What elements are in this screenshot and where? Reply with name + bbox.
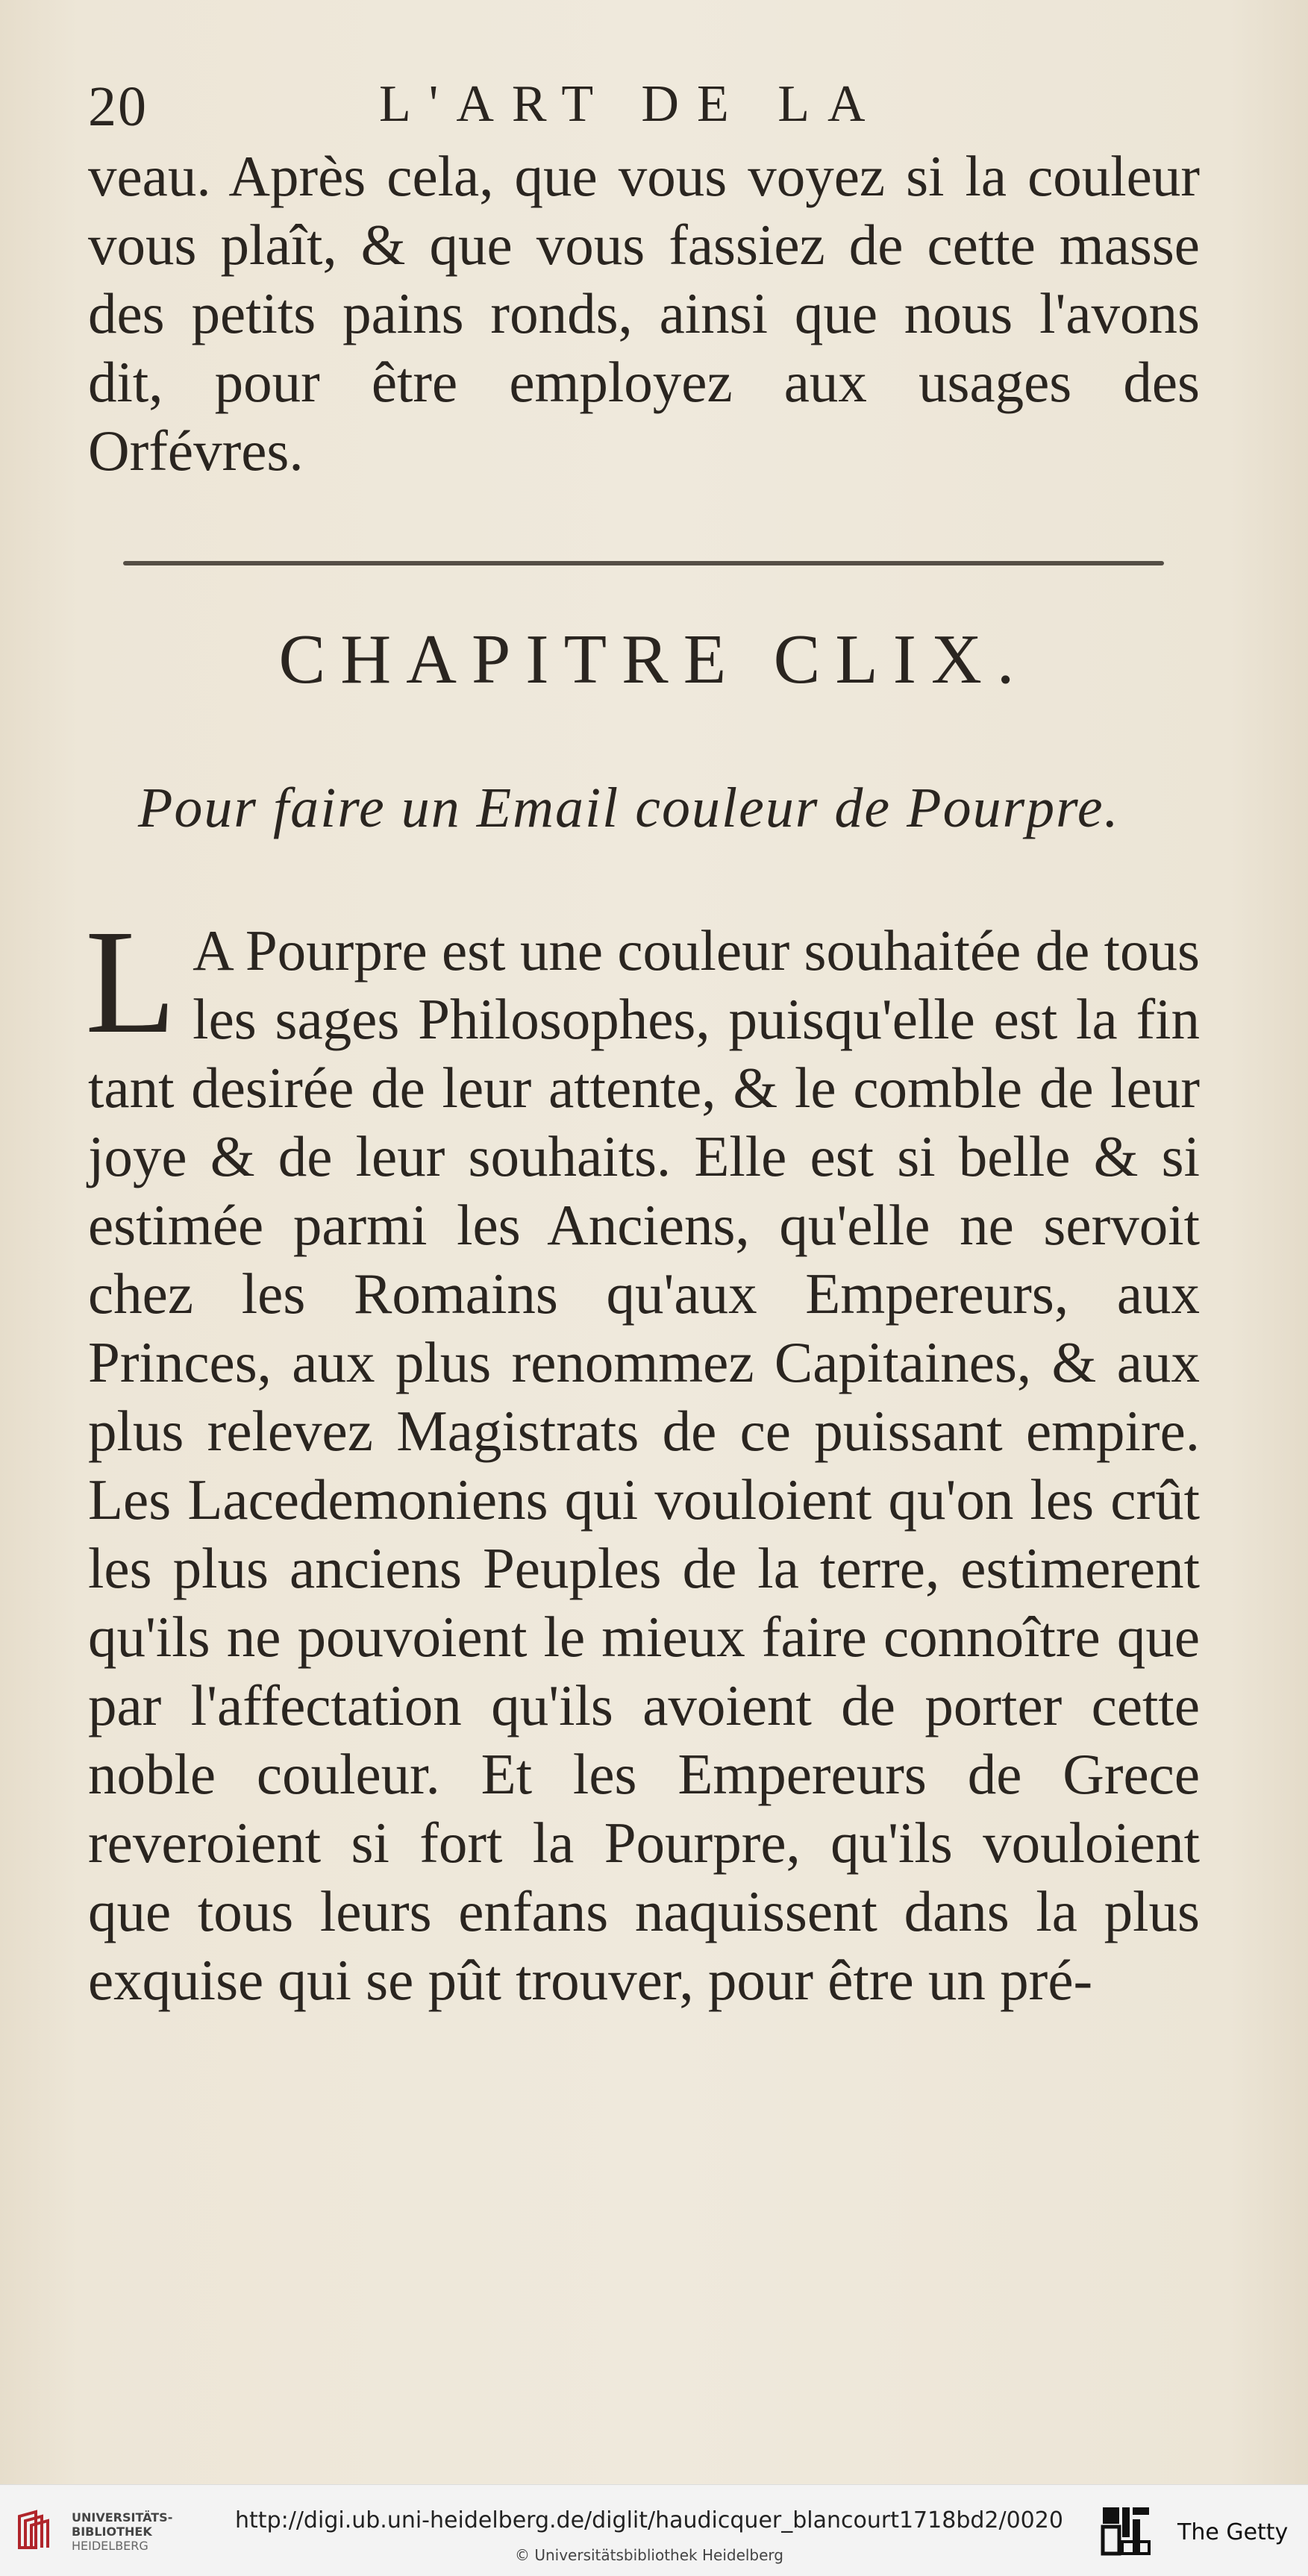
chapter-paragraph [85, 900, 1200, 2014]
viewer-footer [0, 2484, 1308, 2576]
partner-name: The Getty [1177, 2519, 1289, 2545]
library-name: UNIVERSITÄTS- BIBLIOTHEK HEIDELBERG [72, 2510, 173, 2553]
running-head: L'ART DE LA [379, 75, 883, 133]
chapter-subtitle: Pour faire un Email couleur de Pourpre. [138, 777, 1120, 839]
paragraph-text: veau. Après cela, que vous voyez si la couleur vous plaît, & que vous fassiez de cette masse des petits pains ronds, ainsi que nous l'avons dit, pour être employez aux usages des Orfévres. [88, 144, 1200, 483]
section-divider [123, 561, 1164, 565]
page-number: 20 [88, 75, 148, 138]
heidelberg-library-logo-icon [13, 2509, 58, 2554]
drop-cap: L [85, 900, 177, 1065]
paragraph-continuation [88, 142, 1200, 485]
getty-logo-icon [1100, 2504, 1154, 2558]
source-url-link[interactable]: http://digi.ub.uni-heidelberg.de/diglit/haudicquer_blancourt1718bd2/0020 [235, 2507, 1063, 2533]
chapter-heading: CHAPITRE CLIX. [278, 621, 1030, 698]
copyright-notice: © Universitätsbibliothek Heidelberg [514, 2546, 783, 2564]
paragraph-text: A Pourpre est une couleur souhaitée de tous les sages Philosophes, puisqu'elle est la fin tant desirée de leur attente, & le comble de leur joye & de leur souhaits. Elle est si belle & si estimée parmi les Anciens, qu'elle ne servoit chez les Romains qu'aux Empereurs, aux Princes, aux plus renommez Capitaines, & aux plus relevez Magistrats de ce puissant empire. Les Lacedemoniens qui vouloient qu'on les crût les plus anciens Peuples de la terre, estimerent qu'ils ne pouvoient le mieux faire connoître que par l'affectation qu'ils avoient de porter cette noble couleur. Et les Empereurs de Grece reveroient si fort la Pourpre, qu'ils vouloient que tous leurs enfans naquissent dans la plus exquise qui se pût trouver, pour être un pré- [88, 918, 1200, 2012]
